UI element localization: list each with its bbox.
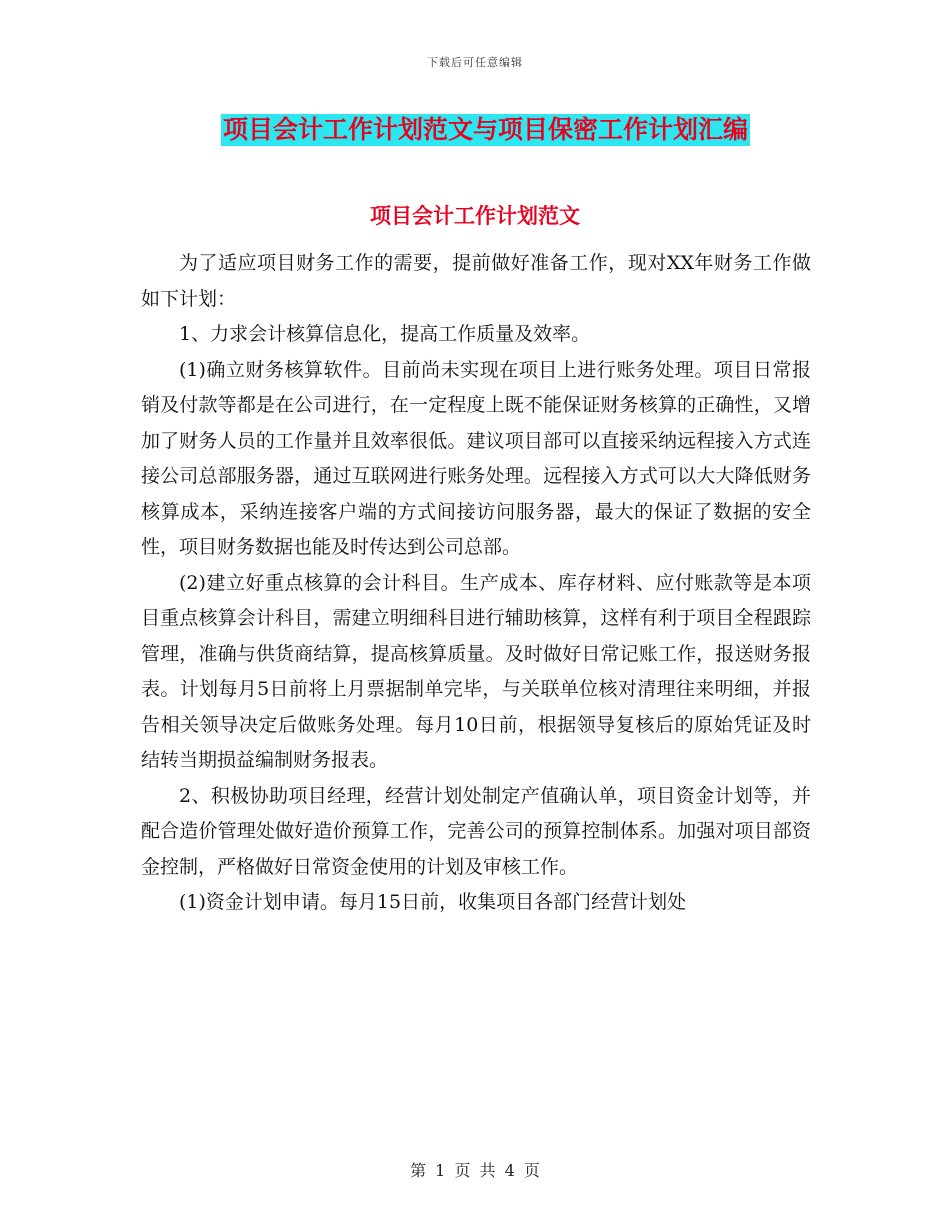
- section-title: 项目会计工作计划范文: [370, 204, 580, 228]
- body-paragraph: (2)建立好重点核算的会计科目。生产成本、库存材料、应付账款等是本项目重点核算会计科目，需建立明细科目进行辅助核算，这样有利于项目全程跟踪管理，准确与供货商结算，提高核算质量。及时做好日常记账工作，报送财务报表。计划每月5日前将上月票据制单完毕，与关联单位核对清理往来明细，并报告相关领导决定后做账务处理。每月10日前，根据领导复核后的原始凭证及时结转当期损益编制财务报表。: [141, 571, 811, 771]
- document-main-title: 项目会计工作计划范文与项目保密工作计划汇编: [223, 115, 749, 144]
- page-number-footer: 第 1 页 共 4 页: [410, 1161, 540, 1180]
- body-paragraph: 为了适应项目财务工作的需要，提前做好准备工作，现对XX年财务工作做如下计划：: [141, 252, 811, 310]
- body-paragraph: (1)确立财务核算软件。目前尚未实现在项目上进行账务处理。项目日常报销及付款等都是在公司进行，在一定程度上既不能保证财务核算的正确性，又增加了财务人员的工作量并且效率很低。建议项目部可以直接采纳远程接入方式连接公司总部服务器，通过互联网进行账务处理。远程接入方式可以大大降低财务核算成本，采纳连接客户端的方式间接访问服务器，最大的保证了数据的安全性，项目财务数据也能及时传达到公司总部。: [141, 358, 811, 558]
- document-body: [141, 246, 811, 921]
- body-paragraph: (1)资金计划申请。每月15日前，收集项目各部门经营计划处: [179, 891, 687, 913]
- body-paragraph: 1、力求会计核算信息化，提高工作质量及效率。: [179, 323, 591, 345]
- page-header-note: 下载后可任意编辑: [427, 56, 523, 69]
- body-paragraph: 2、积极协助项目经理，经营计划处制定产值确认单，项目资金计划等，并配合造价管理处做好造价预算工作，完善公司的预算控制体系。加强对项目部资金控制，严格做好日常资金使用的计划及审核工作。: [141, 784, 811, 878]
